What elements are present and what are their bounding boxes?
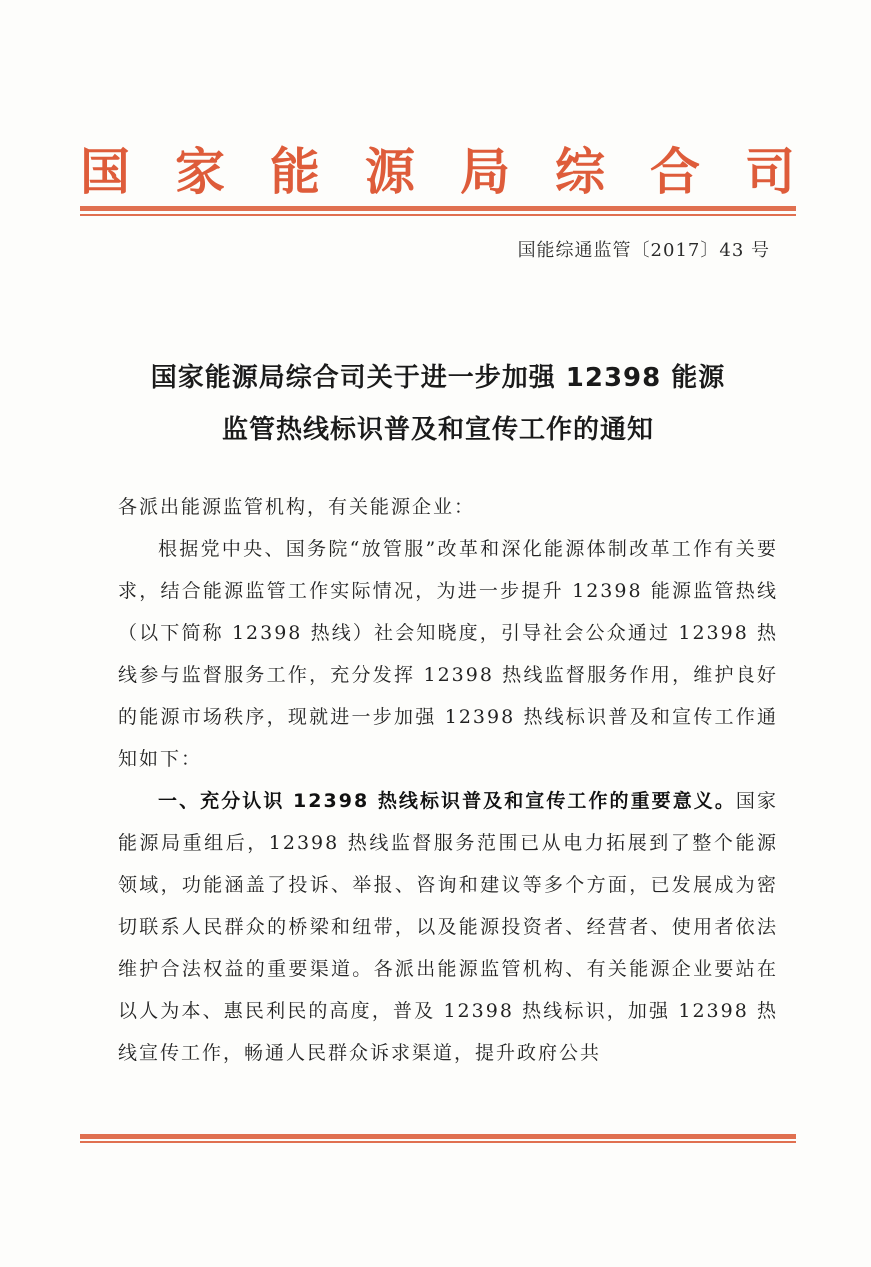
body-paragraph-2 [118,780,778,1074]
letterhead-char: 合 [650,143,700,201]
letterhead-char: 能 [270,143,320,201]
footer-rule-thin [80,1141,796,1143]
letterhead-org-name [80,140,795,204]
document-number: 国能综通监管〔2017〕43 号 [517,240,770,261]
letterhead-char: 局 [460,143,510,201]
letterhead-char: 源 [365,143,415,201]
letterhead-char: 综 [555,143,605,201]
document-body [118,486,778,1074]
letterhead-rule-thick [80,206,796,211]
section-1-heading: 一、充分认识 12398 热线标识普及和宣传工作的重要意义。 [158,790,736,812]
document-title-line-2: 监管热线标识普及和宣传工作的通知 [221,415,654,445]
footer-rule-thick [80,1134,796,1139]
document-title [80,352,796,456]
letterhead-char: 家 [175,143,225,201]
letterhead-rule-thin [80,214,796,216]
section-1-text: 国家能源局重组后，12398 热线监督服务范围已从电力拓展到了整个能源领域，功能涵盖了投诉、举报、咨询和建议等多个方面，已发展成为密切联系人民群众的桥梁和纽带，以及能源投资者、经营者、使用者依法维护合法权益的重要渠道。各派出能源监管机构、有关能源企业要站在以人为本、惠民利民的高度，普及 12398 热线标识，加强 12398 热线宣传工作，畅通人民群众诉求渠道，提升政府公共 [118,790,778,1064]
letterhead-char: 国 [80,143,130,201]
letterhead-char: 司 [745,143,795,201]
body-paragraph-1: 根据党中央、国务院“放管服”改革和深化能源体制改革工作有关要求，结合能源监管工作实际情况，为进一步提升 12398 能源监管热线（以下简称 12398 热线）社会知晓度，引导社会公众通过 12398 热线参与监督服务工作，充分发挥 12398 热线监督服务作用，维护良好的能源市场秩序，现就进一步加强 12398 热线标识普及和宣传工作通知如下： [118,538,778,770]
document-title-line-1: 国家能源局综合司关于进一步加强 12398 能源 [150,363,726,393]
salutation: 各派出能源监管机构，有关能源企业： [118,496,476,518]
